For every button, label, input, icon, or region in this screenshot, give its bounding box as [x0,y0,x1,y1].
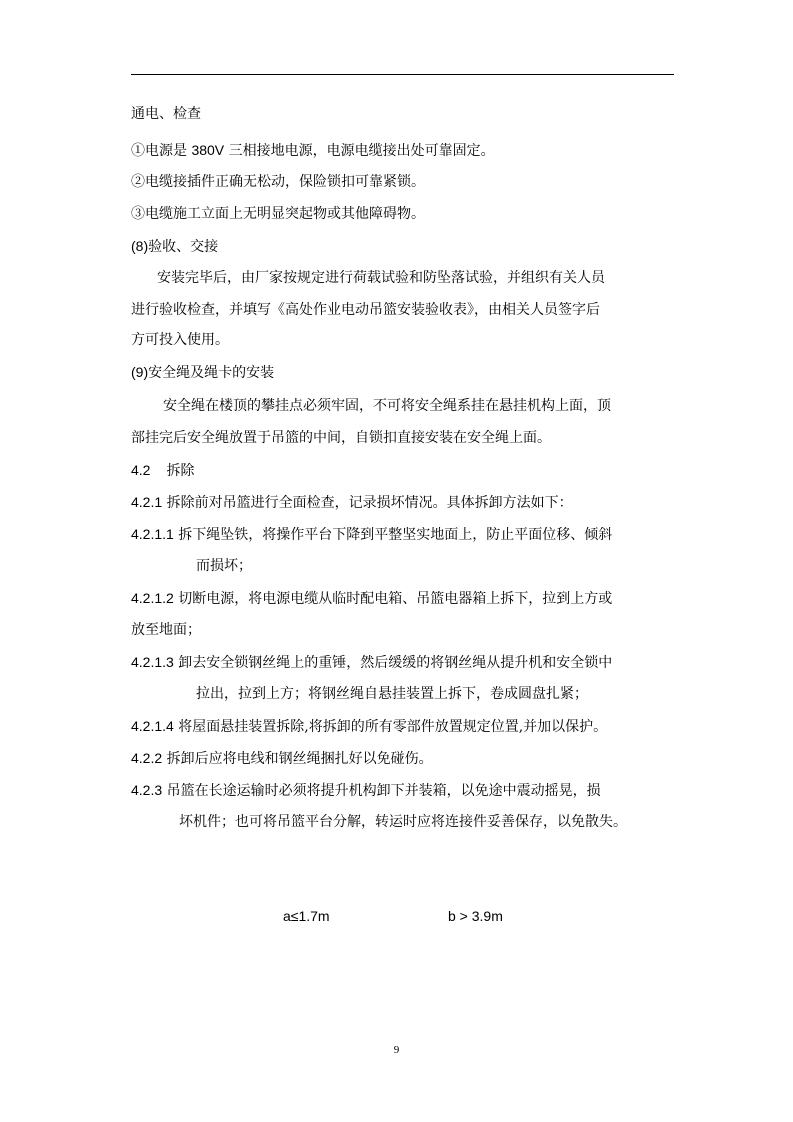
section-4-2-number: 4.2 [131,462,151,478]
power-item-1: ①电源是 380V 三相接地电源，电源电缆接出处可靠固定。 [131,142,495,159]
item-number: 4.2.1.4 [131,718,174,734]
item-number: 4.2.3 [131,782,163,798]
voltage-value: 380V [191,142,225,158]
item-number: 4.2.1 [131,494,163,510]
circled-number-3: ③ [131,206,145,222]
page-number: 9 [393,1044,400,1056]
item-4-2-3: 4.2.3 吊篮在长途运输时必须将提升机构卸下并装箱，以免途中震动摇晃，损 [131,782,601,799]
power-item-3: ③电缆施工立面上无明显突起物或其他障碍物。 [131,206,425,222]
item-number: 4.2.1.1 [131,526,174,542]
power-item-2: ②电缆接插件正确无松动，保险锁扣可靠紧锁。 [131,174,425,190]
item-4-2-1-1: 4.2.1.1 拆下绳坠铁，将操作平台下降到平整坚实地面上，防止平面位移、倾斜 [131,526,613,543]
section-8-line-3: 方可投入使用。 [131,332,229,348]
item-4-2-1: 4.2.1 拆除前对吊篮进行全面检查，记录损坏情况。具体拆卸方法如下： [131,494,573,511]
section-9-line-1: 安全绳在楼顶的攀挂点必须牢固，不可将安全绳系挂在悬挂机构上面，顶 [163,398,611,414]
item-4-2-1-3: 4.2.1.3 卸去安全锁钢丝绳上的重锤，然后缓缓的将钢丝绳从提升机和安全锁中 [131,654,613,671]
item-4-2-1-4: 4.2.1.4 将屋面悬挂装置拆除,将拆卸的所有零部件放置规定位置,并加以保护。 [131,718,608,735]
dimension-a-label: a≤1.7m [283,908,330,924]
item-number: 4.2.1.2 [131,590,174,606]
item-number: 4.2.2 [131,750,163,766]
section-9-number: (9) [131,364,149,380]
section-8-title: 验收、交接 [148,239,219,255]
section-9-heading [131,362,274,383]
header-rule [131,74,674,75]
item-4-2-1-2-cont: 放至地面； [131,622,201,638]
section-4-2-title: 拆除 [166,463,195,479]
dimension-b-label: b > 3.9m [448,908,503,924]
section-8-line-2: 进行验收检查，并填写《高处作业电动吊篮安装验收表》，由相关人员签字后 [131,302,600,318]
section-power-heading: 通电、检查 [131,106,201,122]
item-number: 4.2.1.3 [131,654,174,670]
circled-number-2: ② [131,174,145,190]
circled-number-1: ① [131,143,145,159]
item-4-2-1-1-cont: 而损坏； [196,558,252,574]
section-4-2-heading [131,460,194,481]
section-9-title: 安全绳及绳卡的安装 [148,365,275,381]
item-4-2-3-cont: 坏机件；也可将吊篮平台分解，转运时应将连接件妥善保存，以免散失。 [179,814,627,830]
item-4-2-2: 4.2.2 拆卸后应将电线和钢丝绳捆扎好以免碰伤。 [131,750,433,767]
section-8-line-1: 安装完毕后，由厂家按规定进行荷载试验和防坠落试验，并组织有关人员 [157,270,605,286]
item-4-2-1-3-cont: 拉出，拉到上方；将钢丝绳自悬挂装置上拆下，卷成圆盘扎紧； [196,686,588,702]
section-9-line-2: 部挂完后安全绳放置于吊篮的中间，自锁扣直接安装在安全绳上面。 [131,430,551,446]
section-8-number: (8) [131,238,149,254]
item-4-2-1-2: 4.2.1.2 切断电源，将电源电缆从临时配电箱、吊篮电器箱上拆下，拉到上方或 [131,590,613,607]
section-8-heading [131,236,218,257]
